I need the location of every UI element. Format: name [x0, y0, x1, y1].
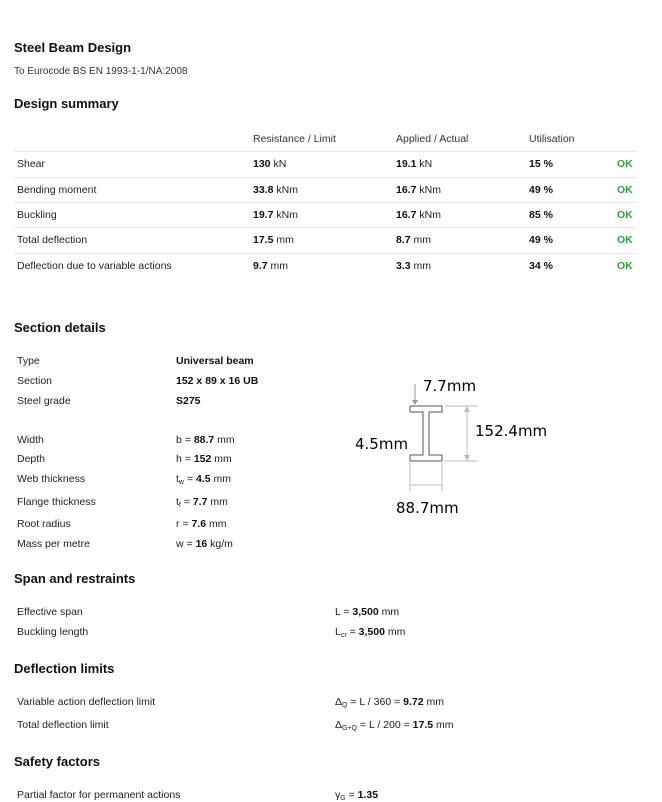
- flange-thickness-label: Flange thickness: [17, 496, 96, 508]
- permanent-factor-value: $\gamma_G = 1.35$: [335, 789, 379, 802]
- row-label: Buckling: [17, 209, 57, 221]
- section-label: Section: [17, 375, 53, 387]
- status-badge: OK: [617, 260, 633, 272]
- root-radius-label: Root radius: [17, 518, 71, 530]
- deflection-heading: Deflection limits: [14, 661, 115, 676]
- col-header-utilisation: Utilisation: [529, 133, 575, 145]
- utilisation-value: 85 %: [529, 209, 553, 221]
- applied-value: 8.7 mm: [396, 234, 432, 246]
- col-header-applied: Applied / Actual: [396, 133, 469, 145]
- web-thickness-value: $t_w = 4.5$ mm: [176, 473, 231, 486]
- row-label: Total deflection: [17, 234, 88, 246]
- utilisation-value: 15 %: [529, 158, 553, 170]
- type-value: Universal beam: [176, 355, 254, 367]
- width-dim: 88.7mm: [396, 499, 459, 517]
- col-header-resistance: Resistance / Limit: [253, 133, 336, 145]
- design-summary-heading: Design summary: [14, 96, 119, 111]
- beam-section-diagram: [350, 370, 550, 520]
- utilisation-value: 34 %: [529, 260, 553, 272]
- applied-value: 16.7 kNm: [396, 209, 441, 221]
- resistance-value: 17.5 mm: [253, 234, 294, 246]
- type-label: Type: [17, 355, 40, 367]
- table-divider: [14, 227, 636, 228]
- steel-grade-label: Steel grade: [17, 395, 71, 407]
- total-deflection-value: $\Delta_{G+Q} = L / 200 = 17.5$ mm: [335, 719, 454, 732]
- row-label: Deflection due to variable actions: [17, 260, 172, 272]
- applied-value: 19.1 kN: [396, 158, 433, 170]
- table-divider: [14, 202, 636, 203]
- span-heading: Span and restraints: [14, 571, 136, 586]
- status-badge: OK: [617, 184, 633, 196]
- section-details-heading: Section details: [14, 320, 106, 335]
- width-value: b = 88.7 mm: [176, 434, 235, 446]
- applied-value: 3.3 mm: [396, 260, 432, 272]
- depth-value: h = 152 mm: [176, 453, 232, 465]
- variable-deflection-label: Variable action deflection limit: [17, 696, 156, 708]
- mass-label: Mass per metre: [17, 538, 90, 550]
- row-label: Bending moment: [17, 184, 97, 196]
- table-divider: [14, 253, 636, 254]
- row-label: Shear: [17, 158, 46, 170]
- resistance-value: 33.8 kNm: [253, 184, 298, 196]
- applied-value: 16.7 kNm: [396, 184, 441, 196]
- buckling-length-value: $L_{cr} = 3,500$ mm: [335, 626, 406, 639]
- table-divider: [14, 177, 636, 178]
- effective-span-label: Effective span: [17, 606, 83, 618]
- web-thickness-dim: 4.5mm: [355, 435, 409, 453]
- page-title: Steel Beam Design: [14, 40, 132, 55]
- root-radius-value: r = 7.6 mm: [176, 518, 227, 530]
- flange-thickness-dim: 7.7mm: [423, 377, 477, 395]
- utilisation-value: 49 %: [529, 184, 553, 196]
- status-badge: OK: [617, 158, 633, 170]
- variable-deflection-value: $\Delta_Q = L / 360 = 9.72$ mm: [335, 696, 444, 709]
- resistance-value: 130 kN: [253, 158, 287, 170]
- depth-label: Depth: [17, 453, 46, 465]
- buckling-length-label: Buckling length: [17, 626, 89, 638]
- effective-span-value: L = 3,500 mm: [335, 606, 400, 618]
- permanent-factor-label: Partial factor for permanent actions: [17, 789, 181, 801]
- status-badge: OK: [617, 234, 633, 246]
- resistance-value: 19.7 kNm: [253, 209, 298, 221]
- status-badge: OK: [617, 209, 633, 221]
- resistance-value: 9.7 mm: [253, 260, 289, 272]
- total-deflection-label: Total deflection limit: [17, 719, 109, 731]
- i-beam-shape: [410, 406, 442, 461]
- utilisation-value: 49 %: [529, 234, 553, 246]
- width-label: Width: [17, 434, 44, 446]
- section-value: 152 x 89 x 16 UB: [176, 375, 259, 387]
- flange-thickness-value: $t_f = 7.7$ mm: [176, 496, 228, 509]
- depth-dim: 152.4mm: [475, 422, 548, 440]
- steel-grade-value: S275: [176, 395, 201, 407]
- safety-heading: Safety factors: [14, 754, 100, 769]
- mass-value: w = 16 kg/m: [176, 538, 233, 550]
- table-divider: [14, 151, 636, 152]
- web-thickness-label: Web thickness: [17, 473, 86, 485]
- page-subtitle: To Eurocode BS EN 1993-1-1/NA:2008: [14, 66, 188, 77]
